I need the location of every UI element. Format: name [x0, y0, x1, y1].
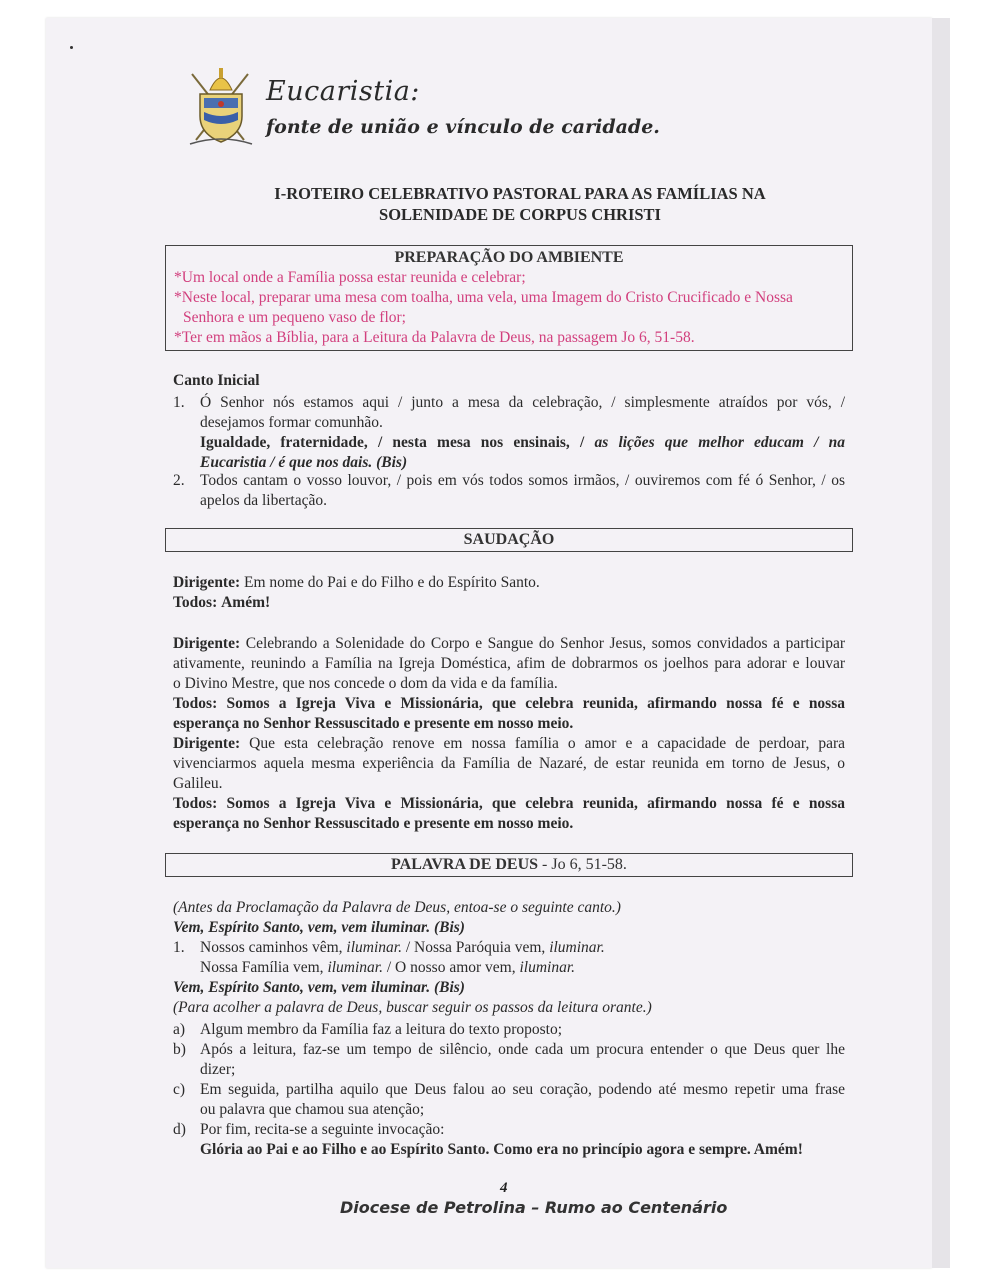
palavra-verse-1: Nossos caminhos vêm, iluminar. / Nossa Paróquia vem, iluminar. — [200, 939, 605, 956]
saudacao-todos-2a: Todos: Somos a Igreja Viva e Missionária, que celebra reunida, afirmando nossa fé e nossa — [173, 695, 845, 712]
saudacao-dirigente-2c: o Divino Mestre, que nos concede o dom da vida e da família. — [173, 675, 558, 692]
step-b-label: b) — [173, 1041, 186, 1058]
saudacao-heading: SAUDAÇÃO — [463, 531, 555, 548]
step-a: Algum membro da Família faz a leitura do texto proposto; — [200, 1021, 563, 1038]
title-line-1: I-ROTEIRO CELEBRATIVO PASTORAL PARA AS FAMÍLIAS NA — [274, 184, 766, 203]
footer-text: Diocese de Petrolina – Rumo ao Centenário — [340, 1198, 728, 1217]
palavra-instruction: (Para acolher a palavra de Deus, buscar seguir os passos da leitura orante.) — [173, 999, 652, 1016]
logo-title: Eucaristia: — [266, 76, 420, 107]
speck — [70, 46, 73, 49]
prep-item-1: *Um local onde a Família possa estar reunida e celebrar; — [174, 269, 526, 286]
palavra-heading: PALAVRA DE DEUS - Jo 6, 51-58. — [391, 856, 627, 873]
logo-subtitle: fonte de união e vínculo de caridade. — [266, 116, 660, 138]
canto-refrain-1: Igualdade, fraternidade, / nesta mesa nos ensinais, / as lições que melhor educam / na — [200, 434, 845, 451]
saudacao-box — [165, 528, 853, 552]
saudacao-todos-2b: esperança no Senhor Ressuscitado e presente em nosso meio. — [173, 715, 574, 732]
step-b-2: dizer; — [200, 1061, 236, 1078]
saudacao-todos-3b: esperança no Senhor Ressuscitado e presente em nosso meio. — [173, 815, 574, 832]
step-d-label: d) — [173, 1121, 186, 1138]
prep-item-2-cont: Senhora e um pequeno vaso de flor; — [183, 309, 406, 326]
saudacao-todos-3a: Todos: Somos a Igreja Viva e Missionária, que celebra reunida, afirmando nossa fé e nossa — [173, 795, 845, 812]
palavra-num-1: 1. — [173, 939, 185, 956]
step-c-1: Em seguida, partilha aquilo que Deus falou ao seu coração, podendo até mesmo repetir uma frase — [200, 1081, 845, 1098]
step-d-2: Glória ao Pai e ao Filho e ao Espírito Santo. Como era no princípio agora e sempre. Amém! — [200, 1141, 803, 1158]
canto-verse-2a: Todos cantam o vosso louvor, / pois em vós todos somos irmãos, / ouviremos com fé ó Senhor, / os — [200, 472, 845, 489]
canto-verse-2b: apelos da libertação. — [200, 492, 327, 509]
saudacao-dirigente-3a: Dirigente: Que esta celebração renove em nossa família o amor e a capacidade de perdoar, para — [173, 735, 845, 752]
prep-item-2: *Neste local, preparar uma mesa com toalha, uma vela, uma Imagem do Cristo Crucificado e Nossa — [174, 289, 793, 306]
page-number: 4 — [500, 1180, 508, 1196]
step-a-label: a) — [173, 1021, 186, 1038]
palavra-verse-2: Nossa Família vem, iluminar. / O nosso amor vem, iluminar. — [200, 959, 576, 976]
prep-item-3: *Ter em mãos a Bíblia, para a Leitura da Palavra de Deus, na passagem Jo 6, 51-58. — [174, 329, 695, 346]
palavra-box — [165, 853, 853, 877]
palavra-intro: (Antes da Proclamação da Palavra de Deus, entoa-se o seguinte canto.) — [173, 899, 621, 916]
document-title — [190, 183, 850, 225]
canto-verse-1b: desejamos formar comunhão. — [200, 414, 383, 431]
preparacao-heading: PREPARAÇÃO DO AMBIENTE — [394, 249, 624, 266]
title-line-2: SOLENIDADE DE CORPUS CHRISTI — [379, 205, 661, 224]
palavra-refrain-2: Vem, Espírito Santo, vem, vem iluminar. (Bis) — [173, 979, 465, 996]
saudacao-dirigente-3c: Galileu. — [173, 775, 223, 792]
step-d-1: Por fim, recita-se a seguinte invocação: — [200, 1121, 445, 1138]
canto-refrain-2: Eucaristia / é que nos dais. (Bis) — [200, 454, 408, 471]
saudacao-dirigente-1: Dirigente: Em nome do Pai e do Filho e do Espírito Santo. — [173, 574, 540, 591]
step-c-label: c) — [173, 1081, 186, 1098]
saudacao-dirigente-2b: ativamente, reunindo a Família na Igreja Doméstica, afim de dobrarmos os joelhos para adorar e louvar — [173, 655, 845, 672]
saudacao-dirigente-3b: vivenciarmos aquela mesma experiência da Família de Nazaré, de estar reunida em torno de Jesus, o — [173, 755, 845, 772]
saudacao-todos-1: Todos: Amém! — [173, 594, 271, 611]
step-c-2: ou palavra que chamou sua atenção; — [200, 1101, 425, 1118]
canto-num-1: 1. — [173, 394, 185, 411]
canto-verse-1a: Ó Senhor nós estamos aqui / junto a mesa da celebração, / simplesmente atraídos por vós, / — [200, 394, 845, 411]
preparacao-box — [165, 245, 853, 351]
canto-num-2: 2. — [173, 472, 185, 489]
page-edge — [932, 18, 950, 1268]
canto-heading: Canto Inicial — [173, 372, 260, 389]
saudacao-dirigente-2a: Dirigente: Celebrando a Solenidade do Corpo e Sangue do Senhor Jesus, somos convidados a participar — [173, 635, 846, 652]
palavra-refrain: Vem, Espírito Santo, vem, vem iluminar. (Bis) — [173, 919, 465, 936]
diocese-coat-of-arms-icon — [186, 64, 256, 150]
step-b-1: Após a leitura, faz-se um tempo de silêncio, onde cada um procura entender o que Deus quer lhe — [200, 1041, 845, 1058]
